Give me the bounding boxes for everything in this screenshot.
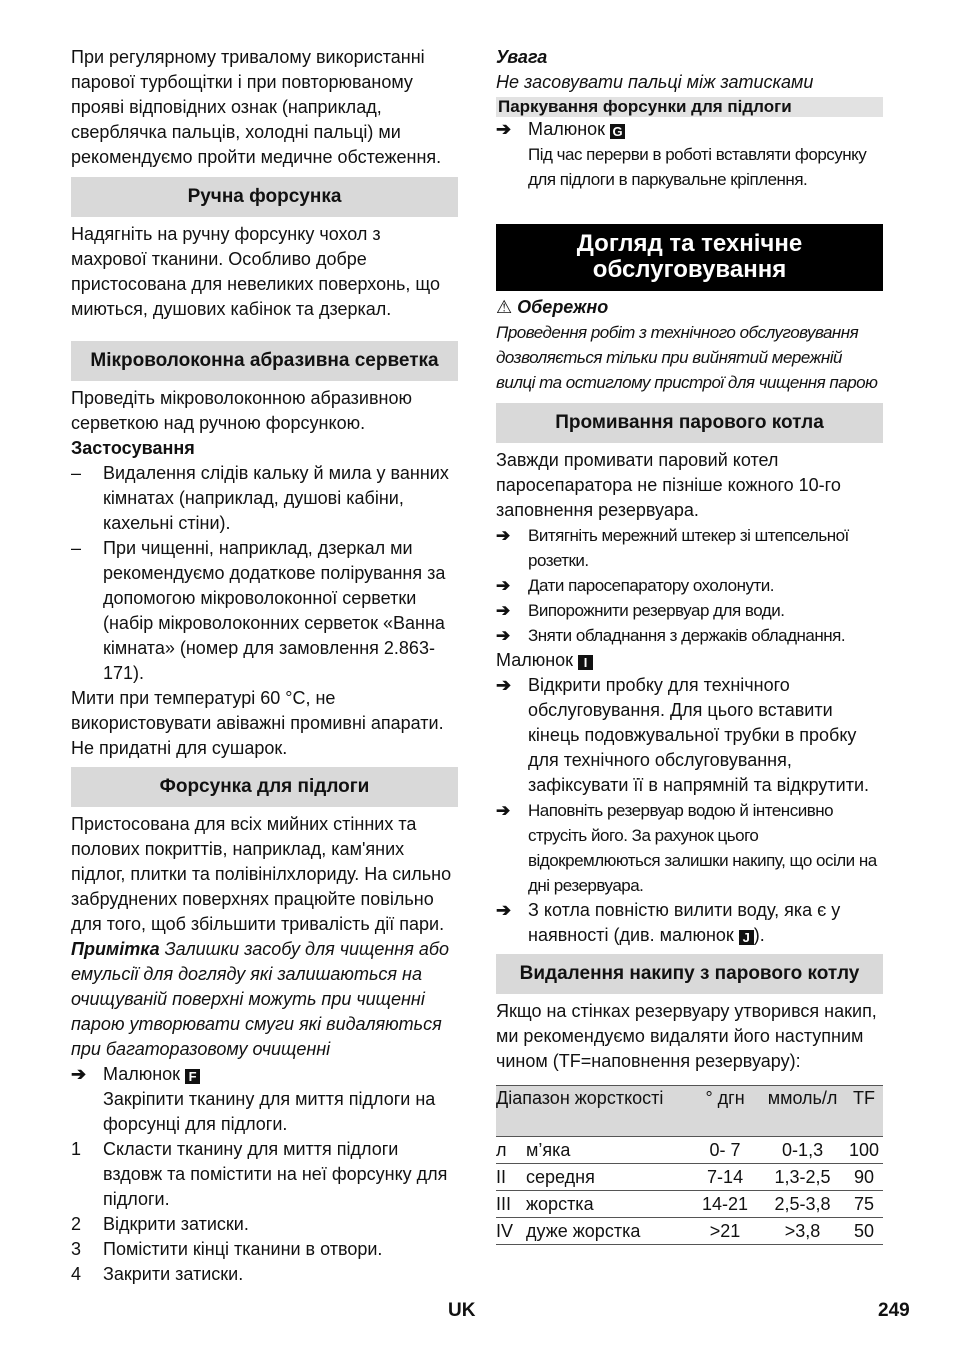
note-label: Примітка xyxy=(71,939,160,959)
arrow-right-icon: ➔ xyxy=(496,675,512,695)
rinse-step: ➔ Відкрити пробку для технічного обслуговування. Для цього вставити кінець подовжувальної трубки в пробку для технічного обслуговування, зафіксувати її в напрямній та відкрутити. xyxy=(496,673,883,798)
table-header-cell: Діапазон жорсткості xyxy=(496,1086,690,1137)
section-floor-title: Форсунка для підлоги xyxy=(71,767,458,807)
arrow-right-icon: ➔ xyxy=(496,601,510,620)
rinse-text: Завжди промивати паровий котел паросепаратора не пізніше кожного 10-го заповнення резервуара. xyxy=(496,450,841,520)
figure-badge-j: J xyxy=(739,930,754,945)
left-column xyxy=(71,45,458,1287)
arrow-right-icon: ➔ xyxy=(496,626,510,645)
arrow-right-icon: ➔ xyxy=(496,900,512,920)
microfiber-text: Проведіть мікроволоконною абразивною серветкою над ручною форсункою. xyxy=(71,388,412,433)
table-row: л м’яка 0- 7 0-1,3 100 xyxy=(496,1137,883,1164)
usage-item: – При чищенні, наприклад, дзеркал ми рекомендуємо додаткове полірування за допомогою мікроволоконної серветки (набір мікроволоконних серветок «Ванна кімната» (номер для замовлення 2.863-171). xyxy=(71,538,446,683)
figure-badge-f: F xyxy=(185,1069,200,1084)
table-row: III жорстка 14-21 2,5-3,8 75 xyxy=(496,1191,883,1218)
rinse-step: ➔ Випорожнити резервуар для води. xyxy=(496,598,883,623)
hardness-table xyxy=(496,1085,883,1245)
section-microfiber-title: Мікроволоконна абразивна серветка xyxy=(71,341,458,381)
floor-text: Пристосована для всіх мийних стінних та полових покриттів, наприклад, кам'яних підлог, плитки та полівінілхлориду. На сильно забруднених поверхнях працюйте повільно для того, щоб збільшити тривалість дії пари. xyxy=(71,814,452,934)
table-header-cell: TF xyxy=(845,1086,883,1137)
floor-note xyxy=(71,937,458,1062)
usage-label: Застосування xyxy=(71,438,195,458)
step-item: 1 Скласти тканину для миття підлоги вздовж та помістити на неї форсунку для підлоги. xyxy=(71,1139,448,1209)
attention-label: Увага xyxy=(496,47,548,67)
rinse-step: ➔ З котла повністю вилити воду, яка є у наявності (див. малюнок J ). xyxy=(496,898,883,948)
wash-note: Мити при температурі 60 °C, не використовувати авіважні промивні апарати. Не придатні для сушарок. xyxy=(71,688,444,758)
rinse-step: ➔ Дати паросепаратору охолонути. xyxy=(496,573,883,598)
section-maintenance-title: Догляд та технічне обслуговування xyxy=(496,224,883,291)
page-number: 249 xyxy=(878,1300,910,1321)
step-item: 2 Відкрити затиски. xyxy=(71,1214,249,1234)
table-row: II середня 7-14 1,3-2,5 90 xyxy=(496,1164,883,1191)
arrow-right-icon: ➔ xyxy=(496,526,510,545)
figure-f-ref: ➔ Малюнок F xyxy=(71,1062,458,1087)
figure-badge-i: I xyxy=(578,655,593,670)
usage-item: – Видалення слідів кальку й мила у ванних кімнатах (наприклад, душові кабіни, кахельні стіни). xyxy=(71,463,449,533)
section-parking-title: Паркування форсунки для підлоги xyxy=(496,97,883,117)
attach-text: Закріпити тканину для миття підлоги на форсунці для підлоги. xyxy=(103,1089,436,1134)
section-descale-title: Видалення накипу з парового котлу xyxy=(496,954,883,994)
footer-language: UK xyxy=(448,1300,476,1321)
descale-text: Якщо на стінках резервуару утворився накип, ми рекомендуємо видаляти його наступним чином (TF=наповнення резервуару): xyxy=(496,1001,877,1071)
figure-badge-g: G xyxy=(610,124,625,139)
attention-text: Не засовувати пальці між затисками xyxy=(496,72,814,92)
rinse-step: ➔ Витягніть мережний штекер зі штепсельної розетки. xyxy=(496,523,883,573)
table-header-cell: ° дгн xyxy=(690,1086,760,1137)
step-item: 4 Закрити затиски. xyxy=(71,1264,244,1284)
caution-text: Проведення робіт з технічного обслуговування дозволяється тільки при вийнятий мережній вилці та остиглому пристрої для чищення парою xyxy=(496,323,878,392)
step-item: 3 Помістити кінці тканини в отвори. xyxy=(71,1239,383,1259)
right-column xyxy=(496,45,883,1245)
section-hand-nozzle-title: Ручна форсунка xyxy=(71,177,458,217)
arrow-right-icon: ➔ xyxy=(496,801,510,820)
hand-nozzle-text: Надягніть на ручну форсунку чохол з махрової тканини. Особливо добре пристосована для невеликих поверхонь, що миються, душових кабінок та дзеркал. xyxy=(71,224,441,319)
warning-icon: ⚠ xyxy=(496,297,513,317)
figure-i-ref: Малюнок I xyxy=(496,648,883,673)
rinse-step: ➔ Наповніть резервуар водою й інтенсивно струсіть його. За рахунок цього відокремлюються залишки накипу, що осіли на дні резервуара. xyxy=(496,798,883,898)
arrow-right-icon: ➔ xyxy=(496,576,510,595)
table-header-cell: ммоль/л xyxy=(760,1086,845,1137)
intro-paragraph: При регулярному тривалому використанні парової турбощітки і при повторюваному прояві відповідних ознак (наприклад, сверблячка пальців, холодні пальці) ми рекомендуємо пройти медичне обстеження. xyxy=(71,47,442,167)
section-rinse-title: Промивання парового котла xyxy=(496,403,883,443)
rinse-step: ➔ Зняти обладнання з держаків обладнання. xyxy=(496,623,883,648)
figure-g-ref: ➔ Малюнок G xyxy=(496,117,883,142)
parking-text: Під час перерви в роботі вставляти форсунку для підлоги в паркувальне кріплення. xyxy=(528,145,867,189)
caution-heading: ⚠ Обережно xyxy=(496,297,609,317)
note-text: Залишки засобу для чищення або емульсії для догляду які залишаються на очищуваній поверхні можуть при чищенні парою утворювати смуги які видаляються при багаторазовому очищенні xyxy=(71,939,449,1059)
arrow-right-icon: ➔ xyxy=(71,1064,87,1084)
table-header-row xyxy=(496,1086,883,1137)
arrow-right-icon: ➔ xyxy=(496,119,512,139)
table-row: IV дуже жорстка >21 >3,8 50 xyxy=(496,1218,883,1245)
